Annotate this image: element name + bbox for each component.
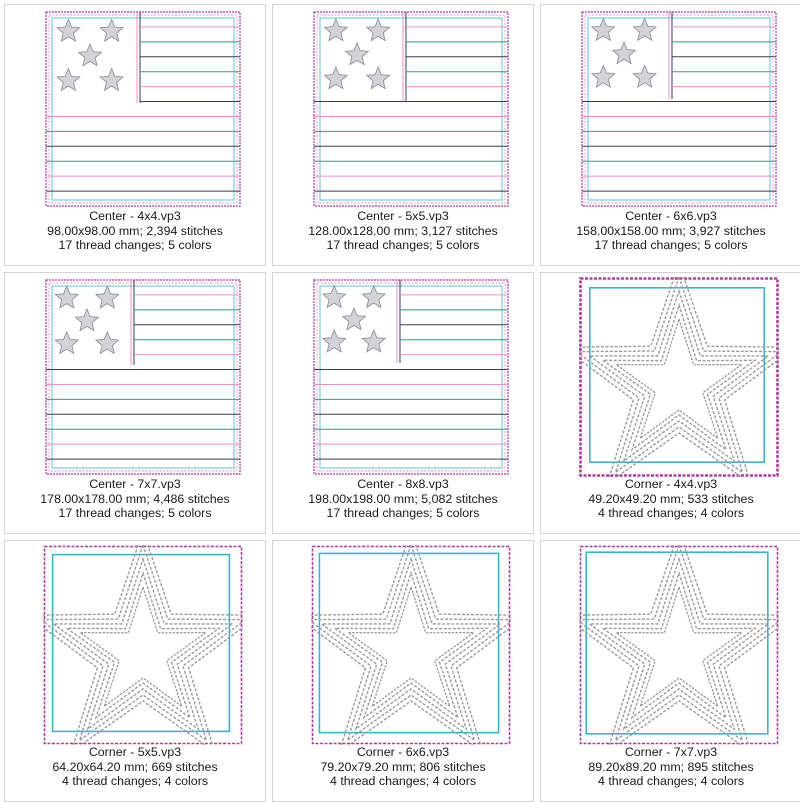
- star-design-preview: [311, 545, 511, 745]
- flag-star: [324, 19, 347, 41]
- design-thread-info: 17 thread changes; 5 colors: [58, 238, 212, 253]
- canton-stars: [57, 19, 123, 90]
- canton-stars: [55, 286, 118, 353]
- design-dimensions: 79.20x79.20 mm; 806 stitches: [320, 759, 486, 774]
- flag-star: [633, 19, 656, 41]
- canton-stars: [323, 286, 385, 352]
- flag-star: [57, 69, 80, 91]
- star-design-preview: [579, 277, 779, 477]
- design-filename: Corner - 5x5.vp3: [88, 745, 182, 759]
- canton-stars: [592, 19, 656, 88]
- flag-star: [633, 65, 656, 87]
- design-tile[interactable]: [272, 4, 534, 266]
- design-tile[interactable]: [4, 540, 266, 802]
- flag-star: [362, 330, 385, 352]
- design-filename: Center - 5x5.vp3: [357, 209, 449, 223]
- design-filename: Center - 4x4.vp3: [89, 209, 181, 223]
- design-tile[interactable]: [540, 540, 800, 802]
- design-tile[interactable]: [272, 272, 534, 534]
- design-dimensions: 49.20x49.20 mm; 533 stitches: [588, 491, 754, 506]
- flag-star: [362, 286, 385, 308]
- flag-star: [367, 19, 390, 41]
- design-caption: [5, 745, 265, 789]
- design-caption: [273, 745, 533, 789]
- design-filename: Corner - 4x4.vp3: [624, 477, 718, 491]
- flag-star: [367, 67, 390, 89]
- flag-star: [592, 65, 615, 87]
- flag-star: [57, 19, 80, 41]
- flag-star: [100, 69, 123, 91]
- design-thread-info: 4 thread changes; 4 colors: [597, 506, 745, 521]
- star-design-preview: [43, 545, 243, 745]
- design-caption: [273, 209, 533, 253]
- design-tile[interactable]: [540, 4, 800, 266]
- design-dimensions: 178.00x178.00 mm; 4,486 stitches: [40, 491, 230, 506]
- design-caption: [541, 209, 800, 253]
- flag-star: [96, 286, 119, 308]
- design-filename: Corner - 6x6.vp3: [356, 745, 450, 759]
- design-filename: Center - 6x6.vp3: [625, 209, 717, 223]
- design-dimensions: 158.00x158.00 mm; 3,927 stitches: [576, 223, 766, 238]
- design-tile[interactable]: [4, 272, 266, 534]
- design-dimensions: 128.00x128.00 mm; 3,127 stitches: [308, 223, 498, 238]
- design-filename: Center - 7x7.vp3: [89, 477, 181, 491]
- flag-star: [343, 308, 366, 330]
- flag-design-preview: [43, 9, 243, 209]
- flag-star: [79, 44, 102, 66]
- design-caption: [5, 209, 265, 253]
- flag-star: [323, 330, 346, 352]
- flag-star: [96, 332, 119, 354]
- flag-star: [323, 286, 346, 308]
- design-thread-info: 17 thread changes; 5 colors: [326, 506, 480, 521]
- flag-star: [76, 309, 99, 331]
- flag-design-preview: [43, 277, 243, 477]
- design-thread-info: 17 thread changes; 5 colors: [58, 506, 212, 521]
- flag-star: [346, 43, 369, 65]
- flag-star: [592, 19, 615, 41]
- flag-star: [100, 19, 123, 41]
- design-caption: [541, 745, 800, 789]
- design-tile[interactable]: [4, 4, 266, 266]
- design-dimensions: 198.00x198.00 mm; 5,082 stitches: [308, 491, 498, 506]
- flag-star: [55, 332, 78, 354]
- design-filename: Corner - 7x7.vp3: [624, 745, 718, 759]
- design-filename: Center - 8x8.vp3: [357, 477, 449, 491]
- flag-design-preview: [579, 9, 779, 209]
- design-thread-info: 4 thread changes; 4 colors: [329, 774, 477, 789]
- flag-design-preview: [311, 9, 511, 209]
- design-tile[interactable]: [540, 272, 800, 534]
- design-caption: [273, 477, 533, 521]
- design-thread-info: 17 thread changes; 5 colors: [326, 238, 480, 253]
- flag-star: [55, 286, 78, 308]
- flag-star: [613, 42, 636, 64]
- design-tile[interactable]: [272, 540, 534, 802]
- flag-design-preview: [311, 277, 511, 477]
- flag-star: [324, 67, 347, 89]
- design-dimensions: 98.00x98.00 mm; 2,394 stitches: [47, 223, 223, 238]
- design-dimensions: 89.20x89.20 mm; 895 stitches: [588, 759, 754, 774]
- design-dimensions: 64.20x64.20 mm; 669 stitches: [52, 759, 218, 774]
- star-design-preview: [579, 545, 779, 745]
- design-thread-info: 17 thread changes; 5 colors: [594, 238, 748, 253]
- design-caption: [541, 477, 800, 521]
- design-thread-info: 4 thread changes; 4 colors: [61, 774, 209, 789]
- design-thread-info: 4 thread changes; 4 colors: [597, 774, 745, 789]
- design-caption: [5, 477, 265, 521]
- canton-stars: [324, 19, 389, 89]
